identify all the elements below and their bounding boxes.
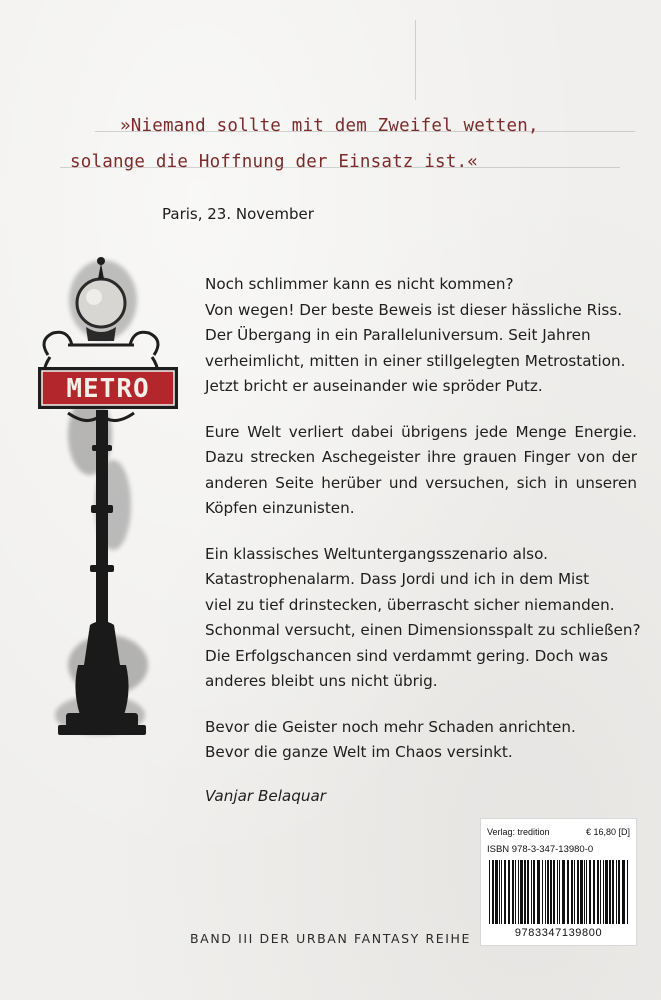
barcode-bar — [518, 860, 519, 924]
metro-sign — [38, 367, 178, 409]
blurb-line: anderes bleibt uns nicht übrig. — [205, 672, 438, 690]
barcode-bar — [489, 860, 490, 924]
barcode-bar — [557, 860, 558, 924]
blurb-line: Bevor die Geister noch mehr Schaden anrichten. — [205, 717, 576, 736]
price-label: € 16,80 [D] — [585, 827, 630, 837]
dateline: Paris, 23. November — [162, 205, 314, 223]
isbn-label: ISBN 978-3-347-13980-0 — [487, 844, 594, 855]
barcode-bar — [622, 860, 625, 924]
blurb-paragraph-1 — [205, 272, 637, 400]
barcode-bar — [515, 860, 516, 924]
barcode-bar — [616, 860, 617, 924]
blurb-line: Die Erfolgschancen sind verdammt gering. Doch was — [205, 646, 609, 665]
barcode-bar — [603, 860, 604, 924]
blurb-line: Jetzt bricht er auseinander wie spröder Putz. — [205, 377, 543, 395]
barcode-bar — [499, 860, 500, 924]
barcode-bar — [524, 860, 526, 924]
barcode-icon — [487, 860, 632, 924]
barcode-bar — [589, 860, 591, 924]
barcode-bar — [605, 860, 608, 924]
barcode-bar — [580, 860, 583, 924]
barcode-bar — [508, 860, 510, 924]
blurb-line: Ein klassisches Weltuntergangsszenario also. — [205, 544, 548, 563]
barcode-bar — [567, 860, 569, 924]
barcode-bar — [550, 860, 552, 924]
blurb-line: Der Übergang in ein Paralleluniversum. Seit Jahren — [205, 326, 591, 344]
publisher-label: Verlag: tredition — [487, 827, 550, 837]
ean-number: 9783347139800 — [514, 927, 603, 939]
barcode-bar — [537, 860, 540, 924]
blurb-paragraph-2: Eure Welt verliert dabei übrigens jede Menge Energie. Dazu strecken Aschegeister ihre grauen Finger von der anderen Seite herüber und versuchen, sich in unseren Köpfen einzunisten. — [205, 422, 637, 517]
barcode-bar — [571, 860, 573, 924]
barcode-bar — [559, 860, 560, 924]
barcode-bar — [612, 860, 614, 924]
blurb-paragraph-4 — [205, 715, 637, 766]
blurb-line: Bevor die ganze Welt im Chaos versinkt. — [205, 743, 513, 761]
barcode-bar — [597, 860, 599, 924]
barcode-bar — [547, 860, 549, 924]
barcode-bar — [577, 860, 579, 924]
barcode-bar — [492, 860, 494, 924]
quote-line-2: solange die Hoffnung der Einsatz ist.« — [70, 152, 478, 172]
barcode-bar — [542, 860, 543, 924]
barcode-bar — [593, 860, 595, 924]
barcode-box — [480, 818, 637, 946]
barcode-bar — [527, 860, 529, 924]
barcode-bar — [618, 860, 620, 924]
blurb — [205, 272, 641, 829]
barcode-bar — [627, 860, 628, 924]
barcode-bar — [533, 860, 535, 924]
author-signature: Vanjar Belaquar — [205, 786, 327, 805]
barcode-bar — [545, 860, 546, 924]
blurb-line: viel zu tief drinstecken, überrascht sicher niemanden. — [205, 595, 615, 614]
barcode-bar — [553, 860, 555, 924]
barcode-bar — [562, 860, 565, 924]
barcode-bar — [584, 860, 585, 924]
barcode-bar — [574, 860, 575, 924]
barcode-bar — [501, 860, 502, 924]
barcode-bar — [512, 860, 514, 924]
guide-line — [415, 20, 416, 100]
blurb-line: Noch schlimmer kann es nicht kommen? — [205, 275, 514, 293]
barcode-bar — [495, 860, 498, 924]
barcode-bar — [504, 860, 506, 924]
metro-sign-text: METRO — [66, 374, 150, 404]
blurb-line: Schonmal versucht, einen Dimensionsspalt zu schließen? — [205, 621, 641, 639]
barcode-bar — [609, 860, 611, 924]
blurb-line: Von wegen! Der beste Beweis ist dieser hässliche Riss. — [205, 300, 623, 319]
epigraph-quote — [70, 108, 630, 180]
blurb-line: verheimlicht, mitten in einer stillgelegten Metrostation. — [205, 351, 626, 370]
blurb-paragraph-3 — [205, 542, 641, 695]
barcode-bar — [520, 860, 523, 924]
quote-line-1: »Niemand sollte mit dem Zweifel wetten, — [120, 116, 539, 136]
barcode-bar — [531, 860, 532, 924]
barcode-bar — [586, 860, 587, 924]
blurb-line: Katastrophenalarm. Dass Jordi und ich in dem Mist — [205, 570, 590, 588]
metro-lamp-illustration — [28, 245, 188, 755]
barcode-bar — [600, 860, 601, 924]
series-line: BAND III DER URBAN FANTASY REIHE — [190, 931, 472, 946]
